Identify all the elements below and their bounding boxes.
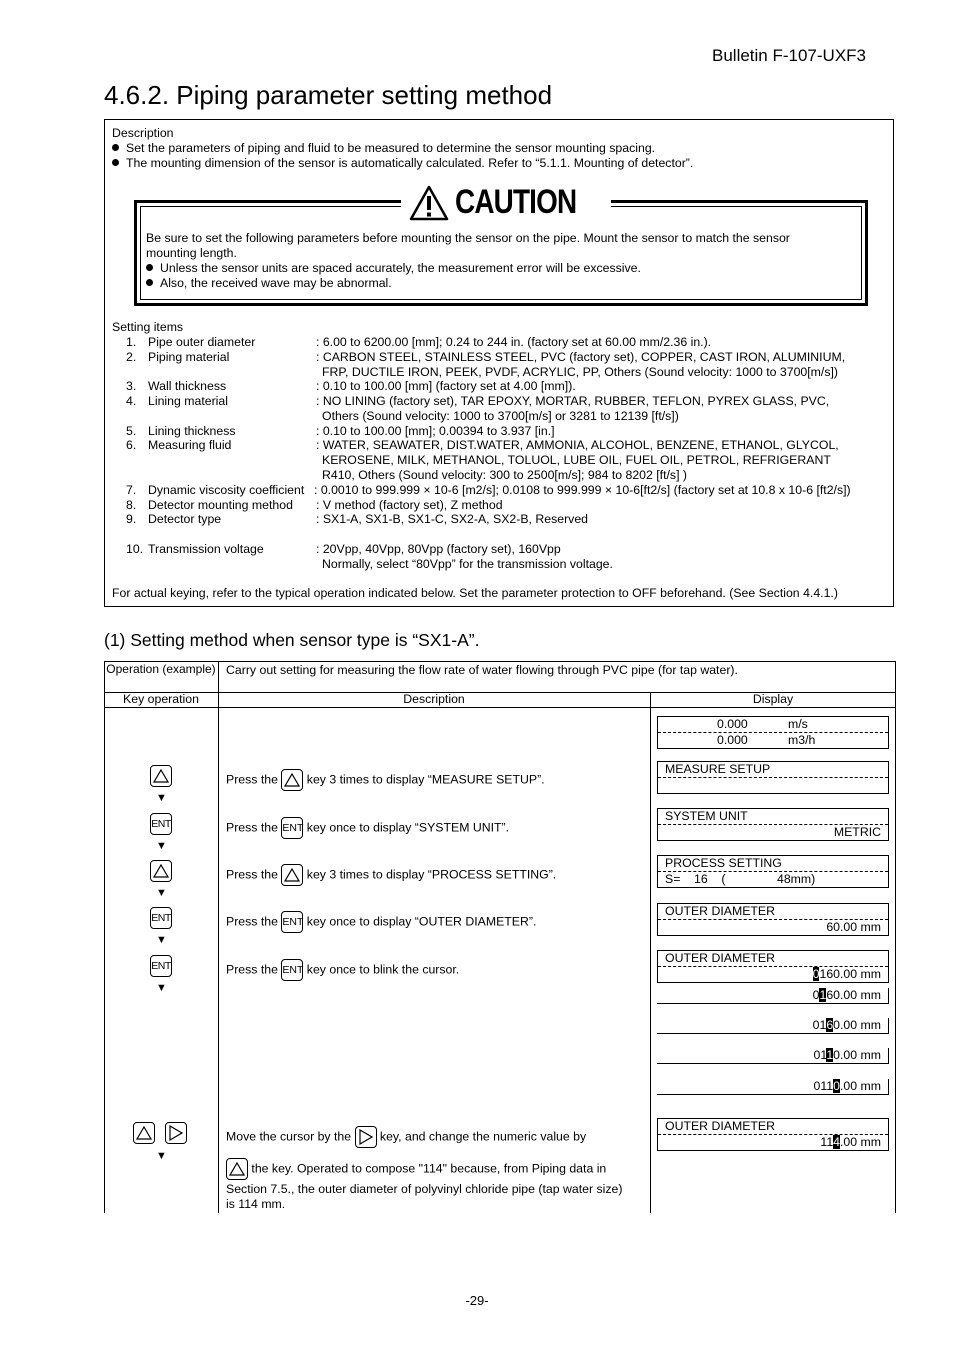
display-line: 0160.00 mm (657, 988, 889, 1004)
down-arrow-icon: ▼ (156, 982, 167, 994)
caution-bullet: Also, the received wave may be abnormal. (146, 276, 392, 291)
item-name: Wall thickness (148, 379, 227, 393)
item-name: Detector type (148, 512, 222, 526)
description-bullet: Set the parameters of piping and fluid to be measured to determine the sensor mounting spacing. (112, 141, 655, 156)
item-name: Transmission voltage (148, 542, 264, 556)
display-panel: OUTER DIAMETER 0160.00 mm (657, 950, 889, 983)
caution-text: Be sure to set the following parameters before mounting the sensor on the pipe. Mount the sensor to match the sensor (146, 231, 790, 245)
warning-triangle-icon (409, 185, 449, 221)
step-description: Press the ENT key once to display “SYSTEM UNIT”. (226, 817, 509, 839)
cursor: 0 (833, 1079, 840, 1093)
item-range: : NO LINING (factory set), TAR EPOXY, MORTAR, RUBBER, TEFLON, PYREX GLASS, PVC, (316, 394, 830, 408)
item-name: Measuring fluid (148, 438, 232, 452)
step-description: Press the key 3 times to display “PROCESS SETTING”. (226, 864, 556, 886)
display-panel: OUTER DIAMETER 60.00 mm (657, 903, 889, 936)
item-range: : SX1-A, SX1-B, SX1-C, SX2-A, SX2-B, Reserved (316, 512, 589, 526)
operation-text: Carry out setting for measuring the flow rate of water flowing through PVC pipe (for tap water). (226, 663, 738, 677)
display-line: 0160.00 mm (657, 1018, 889, 1034)
ent-key-button[interactable]: ENT (150, 955, 172, 977)
item-range: KEROSENE, MILK, METHANOL, TOLUOL, LUBE OIL, FUEL OIL, PETROL, REFRIGERANT (322, 453, 831, 467)
display-line: 0110.00 mm (657, 1048, 889, 1064)
up-key-icon (281, 864, 303, 886)
cursor: 6 (826, 1018, 834, 1032)
item-name: Pipe outer diameter (148, 335, 256, 349)
item-number: 6. (126, 438, 137, 452)
item-name: Lining material (148, 394, 228, 408)
caution-header (401, 183, 611, 222)
item-number: 1. (126, 335, 137, 349)
cursor: 4 (833, 1135, 840, 1149)
display-panel: PROCESS SETTING S= 16 ( 48mm) (657, 855, 889, 888)
cursor: 1 (826, 1048, 834, 1062)
operation-label: Operation (example) (106, 662, 216, 676)
down-arrow-icon: ▼ (156, 887, 167, 899)
item-name: Dynamic viscosity coefficient (148, 483, 305, 497)
item-range: : 20Vpp, 40Vpp, 80Vpp (factory set), 160Vpp (316, 542, 561, 556)
ent-key-button[interactable]: ENT (150, 813, 172, 835)
down-arrow-icon: ▼ (156, 792, 167, 804)
display-panel: 0.000 m/s 0.000 m3/h (657, 716, 889, 749)
description-box (104, 119, 894, 607)
description-footer: For actual keying, refer to the typical operation indicated below. Set the parameter protection to OFF beforehand. (See Section 4.4.1.) (112, 586, 838, 600)
item-number: 5. (126, 424, 137, 438)
step-description: Press the ENT key once to display “OUTER DIAMETER”. (226, 911, 536, 933)
description-bullet: The mounting dimension of the sensor is automatically calculated. Refer to “5.1.1. Mounting of detector”. (112, 156, 693, 171)
item-number: 7. (126, 483, 137, 497)
ent-key-icon: ENT (281, 911, 303, 933)
item-number: 4. (126, 394, 137, 408)
item-range: : 0.10 to 100.00 [mm] (factory set at 4.00 [mm]). (316, 379, 576, 393)
step-description: is 114 mm. (226, 1197, 286, 1211)
step-description: the key. Operated to compose "114" because, from Piping data in (226, 1158, 606, 1180)
item-name: Lining thickness (148, 424, 236, 438)
item-number: 9. (126, 512, 137, 526)
caution-bullet: Unless the sensor units are spaced accurately, the measurement error will be excessive. (146, 261, 641, 276)
item-range: : V method (factory set), Z method (316, 498, 503, 512)
up-triangle-icon (136, 1126, 152, 1140)
down-arrow-icon: ▼ (156, 1150, 167, 1162)
step-description: Move the cursor by the key, and change the numeric value by (226, 1126, 586, 1148)
item-range: : 0.10 to 100.00 [mm]; 0.00394 to 3.937 [in.] (316, 424, 555, 438)
caution-text: mounting length. (146, 246, 237, 260)
cursor: 1 (819, 988, 827, 1002)
column-header-description: Description (403, 692, 465, 706)
cursor: 0 (812, 967, 820, 981)
down-arrow-icon: ▼ (156, 934, 167, 946)
item-number: 2. (126, 350, 137, 364)
column-header-key: Key operation (123, 692, 199, 706)
item-number: 8. (126, 498, 137, 512)
up-key-button[interactable] (150, 765, 172, 787)
up-key-button[interactable] (150, 860, 172, 882)
up-key-button[interactable] (133, 1122, 155, 1144)
down-arrow-icon: ▼ (156, 840, 167, 852)
description-heading: Description (112, 126, 174, 140)
step-description: Press the ENT key once to blink the cursor. (226, 959, 459, 981)
right-key-button[interactable] (165, 1122, 187, 1144)
right-triangle-icon (169, 1125, 183, 1141)
ent-key-button[interactable]: ENT (150, 907, 172, 929)
item-range: : 0.0010 to 999.999 × 10-6 [m2/s]; 0.0108 to 999.999 × 10-6[ft2/s] (factory set at 10.8 x 10-6 [ft2/s]) (314, 483, 851, 497)
item-range: Others (Sound velocity: 1000 to 3700[m/s] or 3281 to 12139 [ft/s]) (322, 409, 679, 423)
caution-label: CAUTION (455, 183, 577, 221)
bulletin-number: Bulletin F-107-UXF3 (712, 46, 867, 65)
step-description: Press the key 3 times to display “MEASURE SETUP”. (226, 769, 545, 791)
page-number: -29- (465, 1293, 489, 1308)
item-number: 10. (126, 542, 144, 556)
item-range: FRP, DUCTILE IRON, PEEK, PVDF, ACRYLIC, PP, Others (Sound velocity: 1000 to 3700[m/s]) (322, 365, 838, 379)
display-panel: SYSTEM UNIT METRIC (657, 808, 889, 841)
item-range: Normally, select “80Vpp” for the transmission voltage. (322, 557, 613, 571)
ent-key-icon: ENT (281, 817, 303, 839)
operation-table (104, 661, 896, 1213)
display-panel: MEASURE SETUP (657, 761, 889, 794)
page-title: 4.6.2. Piping parameter setting method (104, 80, 553, 110)
up-triangle-icon (153, 769, 169, 783)
display-panel: OUTER DIAMETER 114.00 mm (657, 1118, 889, 1151)
item-number: 3. (126, 379, 137, 393)
item-range: : WATER, SEAWATER, DIST.WATER, AMMONIA, ALCOHOL, BENZENE, ETHANOL, GLYCOL, (316, 438, 839, 452)
item-range: R410, Others (Sound velocity: 300 to 2500[m/s]; 984 to 8202 [ft/s] ) (322, 468, 688, 482)
setting-items-heading: Setting items (112, 320, 184, 334)
display-line: 0110.00 mm (657, 1079, 889, 1095)
column-header-display: Display (752, 692, 794, 706)
right-key-icon (355, 1126, 377, 1148)
item-name: Detector mounting method (148, 498, 293, 512)
item-name: Piping material (148, 350, 230, 364)
up-key-icon (226, 1158, 248, 1180)
item-range: : 6.00 to 6200.00 [mm]; 0.24 to 244 in. (factory set at 60.00 mm/2.36 in.). (316, 335, 712, 349)
item-range: : CARBON STEEL, STAINLESS STEEL, PVC (factory set), COPPER, CAST IRON, ALUMINIUM, (316, 350, 846, 364)
step-description: Section 7.5., the outer diameter of polyvinyl chloride pipe (tap water size) (226, 1182, 623, 1196)
caution-box (134, 183, 868, 306)
up-triangle-icon (153, 864, 169, 878)
up-key-icon (281, 769, 303, 791)
section-title: (1) Setting method when sensor type is “SX1-A”. (104, 630, 480, 650)
ent-key-icon: ENT (281, 959, 303, 981)
